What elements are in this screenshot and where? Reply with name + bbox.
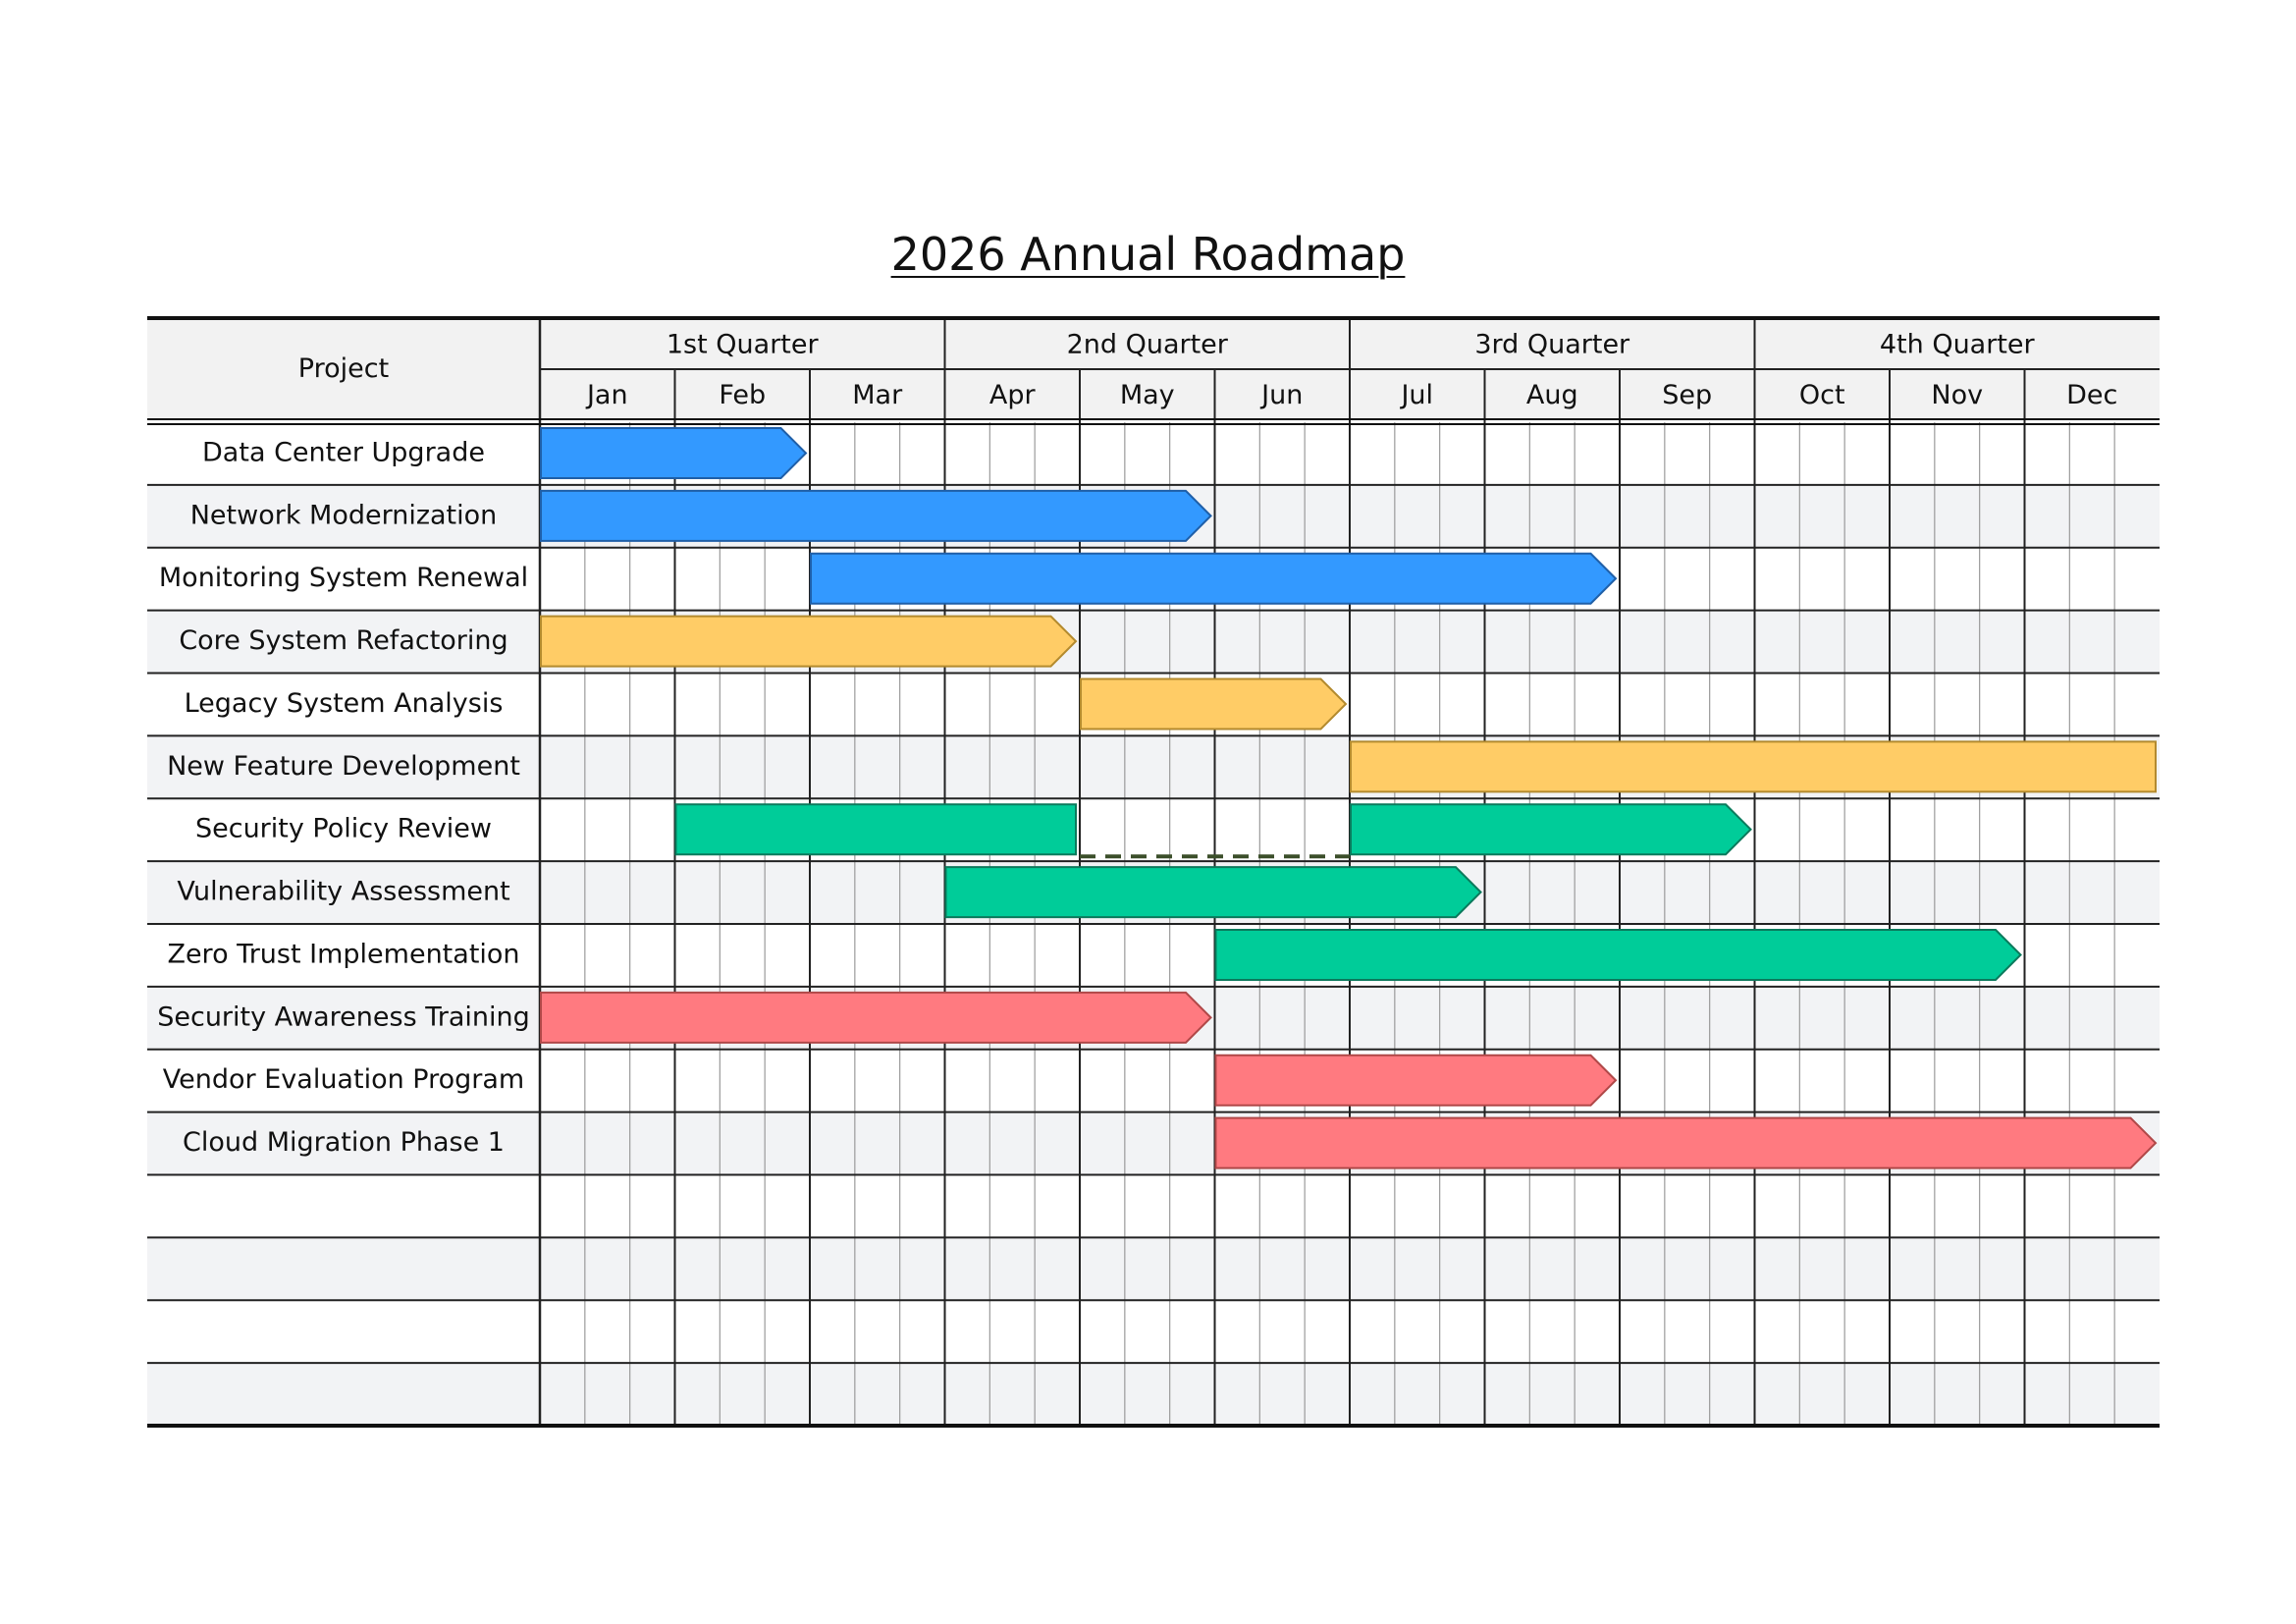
row-background xyxy=(147,1237,2160,1300)
task-name: Vulnerability Assessment xyxy=(177,876,510,907)
task-name: Security Awareness Training xyxy=(157,1001,530,1033)
task-bar xyxy=(541,428,806,478)
task-bar xyxy=(946,867,1481,917)
quarter-label: 3rd Quarter xyxy=(1474,329,1630,360)
task-bar xyxy=(1351,741,2156,791)
task-name: Zero Trust Implementation xyxy=(167,939,520,970)
task-name: Security Policy Review xyxy=(194,813,493,844)
month-label: Feb xyxy=(719,380,767,410)
task-bar xyxy=(541,993,1211,1043)
row-background xyxy=(147,1175,2160,1238)
month-label: Aug xyxy=(1525,380,1578,410)
row-background xyxy=(147,1363,2160,1426)
month-label: Dec xyxy=(2066,380,2118,410)
task-name: Core System Refactoring xyxy=(179,625,508,657)
month-label: Nov xyxy=(1931,380,1984,410)
task-bar xyxy=(676,804,1077,854)
task-name: Cloud Migration Phase 1 xyxy=(183,1127,505,1159)
task-name: New Feature Development xyxy=(167,750,520,782)
month-label: May xyxy=(1119,380,1175,410)
month-label: Apr xyxy=(988,380,1036,410)
month-label: Jan xyxy=(586,380,628,410)
month-label: Oct xyxy=(1798,380,1845,410)
task-bar xyxy=(1216,1118,2157,1168)
task-name: Data Center Upgrade xyxy=(202,437,485,468)
project-header: Project xyxy=(297,353,390,384)
task-name: Vendor Evaluation Program xyxy=(162,1064,525,1096)
task-bar xyxy=(1216,930,2021,980)
task-bar xyxy=(1081,679,1346,730)
month-label: Jul xyxy=(1401,380,1434,410)
quarter-label: 1st Quarter xyxy=(666,329,819,360)
task-name: Monitoring System Renewal xyxy=(158,563,529,594)
task-bar xyxy=(541,491,1211,541)
task-bar xyxy=(811,554,1616,604)
quarter-label: 2nd Quarter xyxy=(1066,329,1228,360)
task-bar xyxy=(541,617,1076,667)
row-background xyxy=(147,1300,2160,1363)
task-name: Legacy System Analysis xyxy=(184,687,504,719)
month-label: Jun xyxy=(1261,380,1304,410)
page-title: 2026 Annual Roadmap xyxy=(890,228,1406,281)
task-bar xyxy=(1216,1056,1617,1106)
quarter-label: 4th Quarter xyxy=(1879,329,2035,360)
task-name: Network Modernization xyxy=(189,500,498,531)
month-label: Sep xyxy=(1662,380,1713,410)
month-label: Mar xyxy=(852,380,903,410)
task-bar xyxy=(1351,804,1751,854)
